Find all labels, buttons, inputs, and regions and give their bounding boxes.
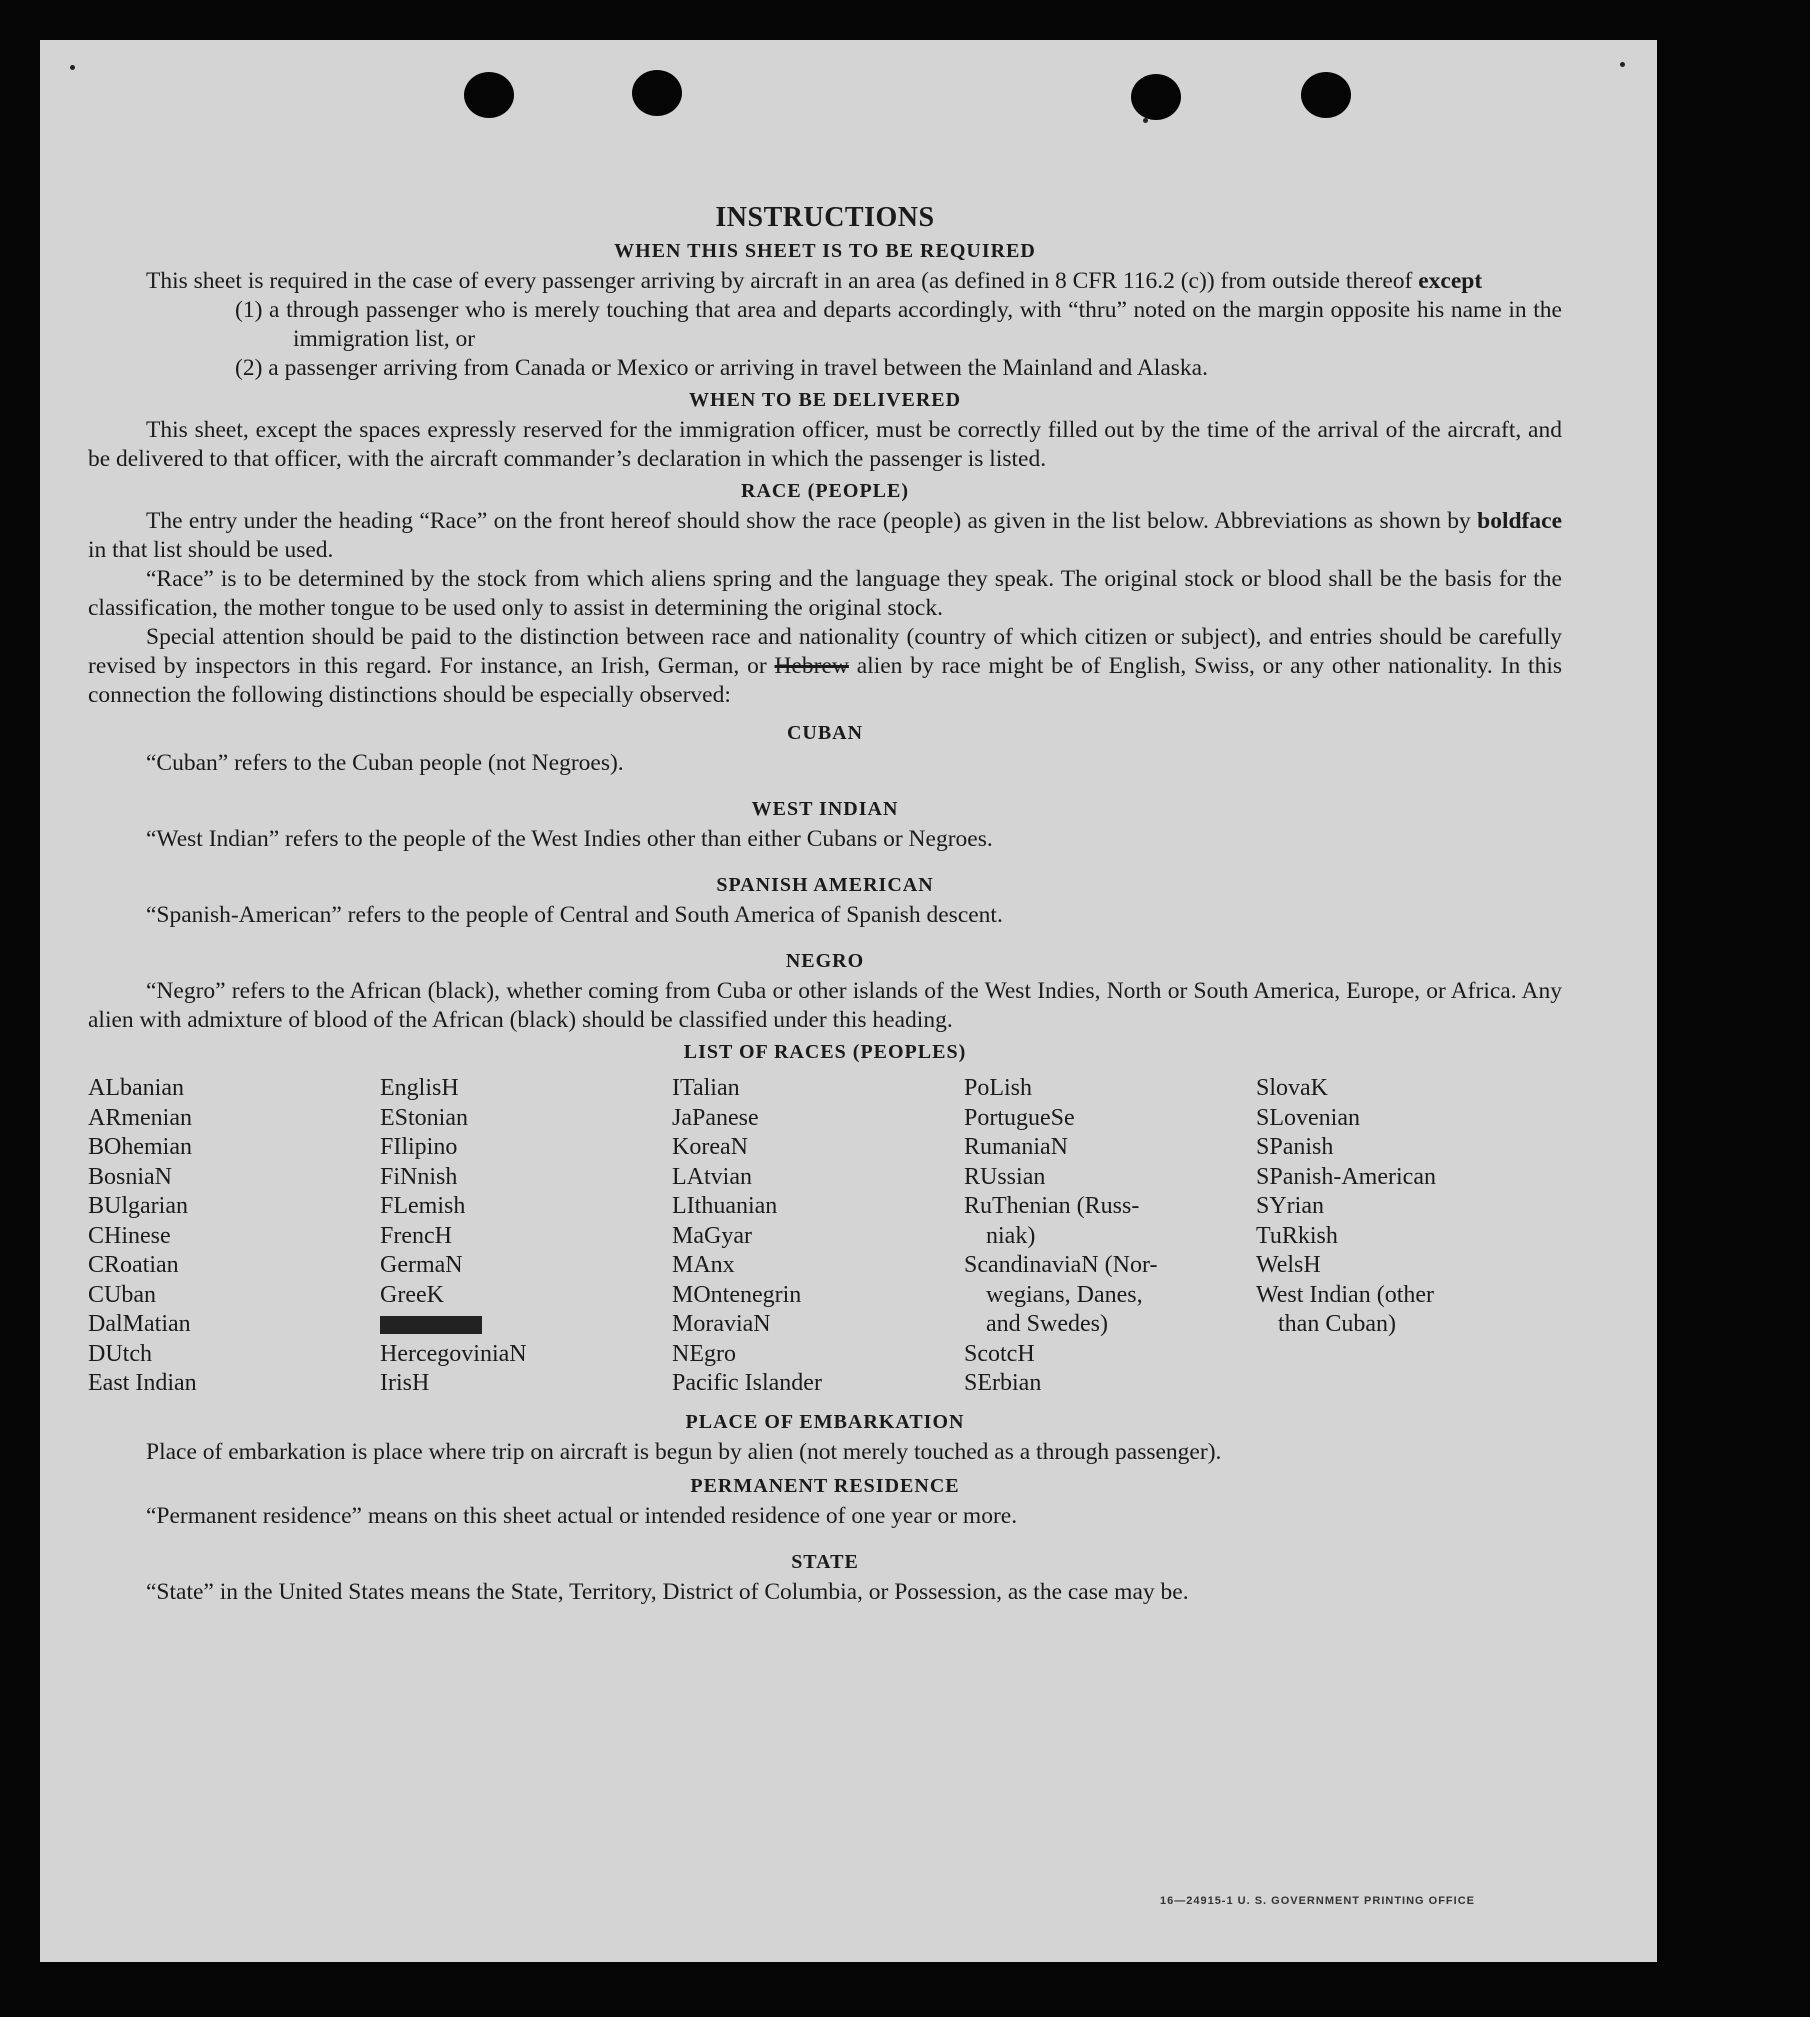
race-item: DalMatian bbox=[88, 1311, 191, 1337]
race-paragraph-3: Special attention should be paid to the distinction between race and nationality (country of which citizen or subject), and entries should be carefully revised by inspectors in this regard. For instance, an Irish, German, or Hebrew alien by race might be of English, Swiss, or any other nationality. In this connection the following distinctions should be especially observed: bbox=[88, 624, 1562, 708]
races-column-5 bbox=[1256, 1074, 1548, 1399]
race-item-continued: niak) bbox=[986, 1222, 1036, 1249]
redacted-entry bbox=[380, 1310, 672, 1340]
race-item: TuRkish bbox=[1256, 1222, 1338, 1249]
race-item: FrencH bbox=[380, 1222, 452, 1249]
race-paragraph-2: “Race” is to be determined by the stock from which aliens spring and the language they speak. The original stock or blood shall be the basis for the classification, the mother tongue to be used only to assist in determining the original stock. bbox=[88, 566, 1562, 621]
cuban-paragraph: “Cuban” refers to the Cuban people (not Negroes). bbox=[146, 750, 624, 776]
race-item: BOhemian bbox=[88, 1134, 192, 1160]
races-list bbox=[88, 1074, 1562, 1399]
struck-word: Hebrew bbox=[774, 653, 849, 679]
race-item: FiNnish bbox=[380, 1163, 458, 1190]
race-item: RuThenian (Russ- bbox=[964, 1193, 1140, 1219]
race-item: SErbian bbox=[964, 1370, 1042, 1396]
state-paragraph: “State” in the United States means the State, Territory, District of Columbia, or Possession, as the case may be. bbox=[146, 1578, 1189, 1605]
section-heading-residence: PERMANENT RESIDENCE bbox=[690, 1474, 960, 1497]
race-item: DUtch bbox=[88, 1340, 152, 1367]
race-item: SYrian bbox=[1256, 1193, 1324, 1219]
race-item: CHinese bbox=[88, 1222, 171, 1249]
race-item: East Indian bbox=[88, 1370, 197, 1396]
races-column-1 bbox=[88, 1074, 380, 1399]
race-item: ScotcH bbox=[964, 1340, 1035, 1367]
race-item: CRoatian bbox=[88, 1252, 179, 1278]
race-item: SPanish-American bbox=[1256, 1163, 1436, 1190]
punch-hole bbox=[1131, 74, 1181, 120]
residence-paragraph: “Permanent residence” means on this sheet actual or intended residence of one year or more. bbox=[146, 1502, 1018, 1529]
section-heading-delivered: WHEN TO BE DELIVERED bbox=[688, 389, 962, 411]
race-item: FLemish bbox=[380, 1193, 466, 1219]
document-sheet bbox=[40, 40, 1657, 1962]
race-item: ITalian bbox=[672, 1075, 740, 1101]
section-heading-required: WHEN THIS SHEET IS TO BE REQUIRED bbox=[614, 240, 1036, 262]
speck bbox=[1620, 62, 1625, 67]
race-item: WelsH bbox=[1256, 1252, 1321, 1278]
race-item: GermaN bbox=[380, 1252, 463, 1278]
races-column-4 bbox=[964, 1074, 1256, 1399]
race-item: ARmenian bbox=[88, 1104, 192, 1131]
race-item: CUban bbox=[88, 1281, 156, 1308]
races-column-3 bbox=[672, 1074, 964, 1399]
races-column-2 bbox=[380, 1074, 672, 1399]
embarkation-paragraph: Place of embarkation is place where trip on aircraft is begun by alien (not merely touched as a through passenger). bbox=[146, 1438, 1222, 1465]
race-item: LIthuanian bbox=[672, 1193, 778, 1219]
required-item-2: (2) a passenger arriving from Canada or Mexico or arriving in travel between the Mainland and Alaska. bbox=[235, 355, 1208, 381]
required-paragraph: This sheet is required in the case of every passenger arriving by aircraft in an area (as defined in 8 CFR 116.2 (c)) from outside thereof except bbox=[146, 268, 1483, 294]
instructions-content bbox=[88, 160, 1562, 1607]
race-item: IrisH bbox=[380, 1370, 430, 1396]
race-item-continued: than Cuban) bbox=[1278, 1311, 1396, 1337]
race-item: ScandinaviaN (Nor- bbox=[964, 1252, 1158, 1278]
race-item: KoreaN bbox=[672, 1134, 748, 1160]
speck bbox=[1143, 118, 1148, 123]
punch-hole bbox=[464, 72, 514, 118]
section-heading-state: STATE bbox=[791, 1550, 859, 1573]
section-heading-spanish-american: SPANISH AMERICAN bbox=[716, 874, 934, 896]
race-paragraph-1: The entry under the heading “Race” on the front hereof should show the race (people) as given in the list below. Abbreviations as shown by boldface in that list should be used. bbox=[88, 508, 1562, 563]
section-heading-cuban: CUBAN bbox=[786, 722, 864, 744]
required-item-1: (1) a through passenger who is merely touching that area and departs accordingly, with “thru” noted on the margin opposite his name in the immigration list, or bbox=[235, 297, 1562, 352]
race-item: PoLish bbox=[964, 1075, 1033, 1101]
printing-office-code: 16—24915-1 U. S. GOVERNMENT PRINTING OFFICE bbox=[1159, 1895, 1475, 1907]
race-item: RumaniaN bbox=[964, 1134, 1068, 1160]
race-item: SLovenian bbox=[1256, 1104, 1360, 1131]
race-item: JaPanese bbox=[672, 1104, 759, 1131]
race-item: EnglisH bbox=[380, 1075, 459, 1101]
race-item-continued: and Swedes) bbox=[986, 1311, 1108, 1337]
race-item: RUssian bbox=[964, 1163, 1046, 1190]
race-item: MAnx bbox=[672, 1252, 735, 1278]
punch-hole bbox=[632, 70, 682, 116]
race-item: West Indian (other bbox=[1256, 1281, 1435, 1308]
section-heading-list-of-races: LIST OF RACES (PEOPLES) bbox=[683, 1041, 967, 1063]
race-item: EStonian bbox=[380, 1104, 468, 1131]
race-item: Pacific Islander bbox=[672, 1370, 822, 1396]
race-item: PortugueSe bbox=[964, 1104, 1075, 1131]
section-heading-race: RACE (PEOPLE) bbox=[741, 480, 909, 502]
race-item: ALbanian bbox=[88, 1075, 184, 1101]
delivered-paragraph: This sheet, except the spaces expressly reserved for the immigration officer, must be correctly filled out by the time of the arrival of the aircraft, and be delivered to that officer, with the aircraft commander’s declaration in which the passenger is listed. bbox=[88, 417, 1562, 472]
race-item: MOntenegrin bbox=[672, 1281, 802, 1308]
race-item: BosniaN bbox=[88, 1163, 172, 1190]
race-item: SlovaK bbox=[1256, 1075, 1328, 1101]
race-item-continued: wegians, Danes, bbox=[986, 1281, 1143, 1308]
section-heading-embarkation: PLACE OF EMBARKATION bbox=[685, 1410, 965, 1433]
race-item: NEgro bbox=[672, 1340, 736, 1367]
speck bbox=[70, 65, 75, 70]
race-item: MoraviaN bbox=[672, 1311, 771, 1337]
west-indian-paragraph: “West Indian” refers to the people of the West Indies other than either Cubans or Negroes. bbox=[146, 826, 993, 852]
race-item: BUlgarian bbox=[88, 1193, 188, 1219]
section-heading-negro: NEGRO bbox=[785, 950, 865, 972]
race-item: MaGyar bbox=[672, 1222, 752, 1249]
page-title: INSTRUCTIONS bbox=[715, 202, 935, 233]
punch-hole bbox=[1301, 72, 1351, 118]
race-item: FIlipino bbox=[380, 1134, 458, 1160]
race-item: HercegoviniaN bbox=[380, 1340, 527, 1367]
negro-paragraph: “Negro” refers to the African (black), whether coming from Cuba or other islands of the West Indies, North or South America, Europe, or Africa. Any alien with admixture of blood of the African (black) should be classified under this heading. bbox=[88, 978, 1562, 1033]
race-item: LAtvian bbox=[672, 1163, 752, 1190]
spanish-american-paragraph: “Spanish-American” refers to the people of Central and South America of Spanish descent. bbox=[146, 902, 1003, 928]
race-item: SPanish bbox=[1256, 1134, 1334, 1160]
section-heading-west-indian: WEST INDIAN bbox=[751, 798, 899, 820]
race-item: GreeK bbox=[380, 1281, 444, 1308]
